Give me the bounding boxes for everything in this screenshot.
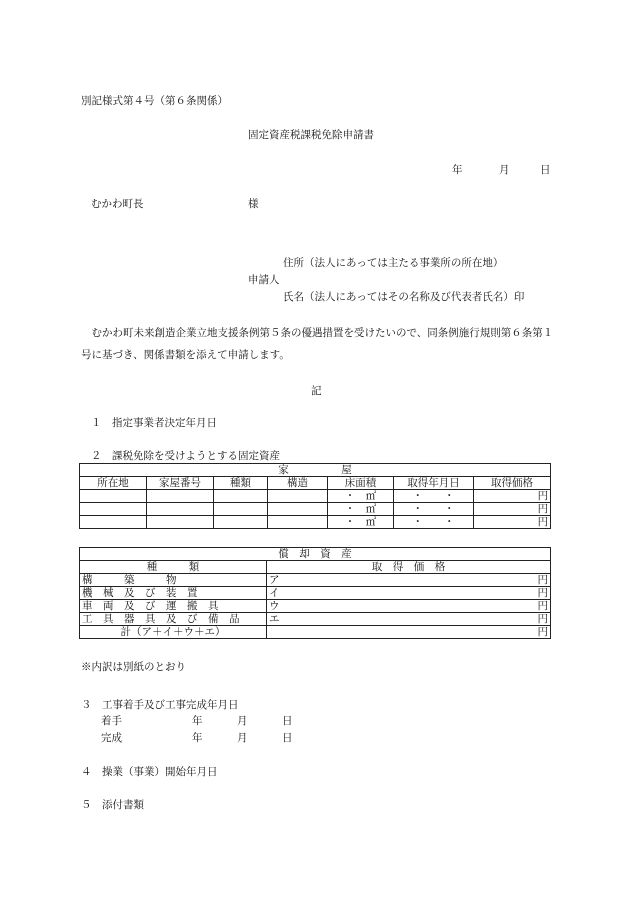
cell-acquisition-date[interactable]: ・ ・ bbox=[394, 490, 474, 503]
completion-label: 完成 bbox=[101, 732, 122, 744]
header-kind: 種類 bbox=[214, 477, 268, 490]
header-acquisition-price: 取得価格 bbox=[474, 477, 551, 490]
cell-location[interactable] bbox=[80, 516, 147, 529]
cell-floor-area[interactable]: ・ ㎡ bbox=[328, 490, 394, 503]
section-5-attachments: ５ 添付書類 bbox=[81, 799, 144, 811]
header-asset-type: 種 類 bbox=[80, 561, 267, 574]
cell-house-number[interactable] bbox=[147, 503, 214, 516]
depreciable-assets-header bbox=[80, 561, 551, 574]
section-2-fixed-assets: ２ 課税免除を受けようとする固定資産 bbox=[91, 450, 280, 462]
asset-price-cell[interactable] bbox=[267, 600, 551, 613]
yen-unit: 円 bbox=[537, 613, 548, 625]
house-table-row bbox=[80, 490, 551, 503]
cell-floor-area[interactable]: ・ ㎡ bbox=[328, 503, 394, 516]
house-table bbox=[79, 463, 551, 529]
asset-total-row bbox=[80, 626, 551, 639]
asset-mark: ウ bbox=[269, 600, 280, 612]
cell-price-yen[interactable]: 円 bbox=[474, 516, 551, 529]
applicant-address-label: 住所（法人にあっては主たる事業所の所在地） bbox=[283, 257, 504, 269]
section-4-operation-start: ４ 操業（事業）開始年月日 bbox=[81, 766, 218, 778]
cell-structure[interactable] bbox=[268, 490, 328, 503]
cell-location[interactable] bbox=[80, 503, 147, 516]
cell-kind[interactable] bbox=[214, 516, 268, 529]
asset-row bbox=[80, 587, 551, 600]
breakdown-note: ※内訳は別紙のとおり bbox=[81, 661, 186, 673]
date-year: 年 bbox=[452, 164, 463, 176]
asset-type-label: 構 築 物 bbox=[80, 574, 267, 587]
addressee-honorific: 様 bbox=[248, 198, 259, 210]
date-month: 月 bbox=[499, 164, 510, 176]
cell-price-yen[interactable]: 円 bbox=[474, 490, 551, 503]
header-house-number: 家屋番号 bbox=[147, 477, 214, 490]
cell-location[interactable] bbox=[80, 490, 147, 503]
depreciable-assets-table bbox=[79, 547, 551, 639]
cell-acquisition-date[interactable]: ・ ・ bbox=[394, 516, 474, 529]
header-acquisition-date: 取得年月日 bbox=[394, 477, 474, 490]
asset-mark: ア bbox=[269, 574, 280, 586]
asset-price-cell[interactable] bbox=[267, 587, 551, 600]
asset-price-cell[interactable] bbox=[267, 574, 551, 587]
ki-heading: 記 bbox=[311, 385, 322, 397]
header-acquisition-price: 取 得 価 格 bbox=[267, 561, 551, 574]
asset-row bbox=[80, 613, 551, 626]
asset-total-cell[interactable]: 円 bbox=[267, 626, 551, 639]
addressee-name: むかわ町長 bbox=[91, 198, 144, 210]
asset-row bbox=[80, 600, 551, 613]
house-table-title: 家 屋 bbox=[80, 464, 551, 477]
section-3-construction-dates: ３ 工事着手及び工事完成年月日 bbox=[81, 699, 239, 711]
yen-unit: 円 bbox=[537, 600, 548, 612]
date-day: 日 bbox=[540, 164, 551, 176]
form-number: 別記様式第４号（第６条関係） bbox=[81, 95, 228, 107]
start-label: 着手 bbox=[101, 715, 122, 727]
completion-year: 年 bbox=[192, 732, 203, 744]
header-floor-area: 床面積 bbox=[328, 477, 394, 490]
header-structure: 構造 bbox=[268, 477, 328, 490]
application-body-text: むかわ町未来創造企業立地支援条例第５条の優遇措置を受けたいので、同条例施行規則第６条第１号に基づき、関係書類を添えて申請します。 bbox=[81, 327, 554, 361]
applicant-name-label: 氏名（法人にあってはその名称及び代表者氏名）印 bbox=[283, 291, 525, 303]
cell-acquisition-date[interactable]: ・ ・ bbox=[394, 503, 474, 516]
asset-type-label: 工 具 器 具 及 び 備 品 bbox=[80, 613, 267, 626]
completion-day: 日 bbox=[282, 732, 293, 744]
start-year: 年 bbox=[192, 715, 203, 727]
asset-row bbox=[80, 574, 551, 587]
asset-mark: イ bbox=[269, 587, 280, 599]
yen-unit: 円 bbox=[537, 587, 548, 599]
house-table-row bbox=[80, 503, 551, 516]
cell-house-number[interactable] bbox=[147, 516, 214, 529]
house-table-row bbox=[80, 516, 551, 529]
cell-house-number[interactable] bbox=[147, 490, 214, 503]
cell-structure[interactable] bbox=[268, 516, 328, 529]
depreciable-assets-title: 償 却 資 産 bbox=[80, 548, 551, 561]
asset-price-cell[interactable] bbox=[267, 613, 551, 626]
start-day: 日 bbox=[282, 715, 293, 727]
cell-kind[interactable] bbox=[214, 490, 268, 503]
header-location: 所在地 bbox=[80, 477, 147, 490]
cell-structure[interactable] bbox=[268, 503, 328, 516]
document-title: 固定資産税課税免除申請書 bbox=[248, 129, 374, 141]
cell-kind[interactable] bbox=[214, 503, 268, 516]
applicant-label: 申請人 bbox=[248, 274, 280, 286]
completion-month: 月 bbox=[237, 732, 248, 744]
cell-price-yen[interactable]: 円 bbox=[474, 503, 551, 516]
cell-floor-area[interactable]: ・ ㎡ bbox=[328, 516, 394, 529]
section-1-designation-date: １ 指定事業者決定年月日 bbox=[91, 417, 217, 429]
house-table-header bbox=[80, 477, 551, 490]
asset-type-label: 車 両 及 び 運 搬 具 bbox=[80, 600, 267, 613]
yen-unit: 円 bbox=[537, 574, 548, 586]
start-month: 月 bbox=[237, 715, 248, 727]
asset-mark: エ bbox=[269, 613, 280, 625]
asset-type-label: 機 械 及 び 装 置 bbox=[80, 587, 267, 600]
asset-total-label: 計（ア＋イ＋ウ＋エ） bbox=[80, 626, 267, 639]
